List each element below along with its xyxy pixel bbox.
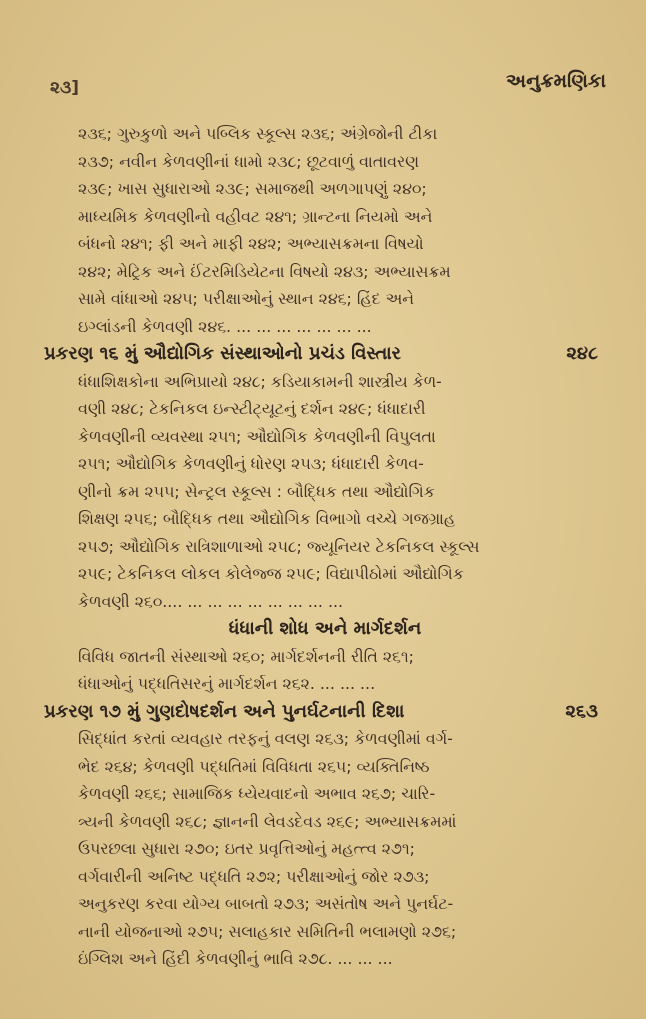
chapter-page-number: ૨૬૩	[565, 700, 598, 722]
line-text: કેળવણીની વ્યવસ્થા ૨૫૧; ઔદ્યોગિક કેળવણીની વિપુલતા	[78, 426, 436, 446]
line-text: ૨૩૯; ખાસ સુધારાઓ ૨૩૯; સમાજથી અળગાપણું ૨૪૦;	[78, 179, 427, 198]
line-text: ઇગ્લાંડની કેળવણી ૨૪૬. ... ... ... ... ... ... ...	[78, 316, 372, 336]
line-text: ત્ર્યની કેળવણી ૨૬૮; જ્ઞાનની લેવડદેવડ ૨૬૯; અભ્યાસક્રમમાં	[78, 811, 457, 831]
line-text: કેળવણી ૨૬૦.... ... ... ... ... ... ... ... ...	[78, 591, 344, 611]
toc-line	[44, 780, 606, 808]
toc-line	[44, 643, 606, 671]
chapter-heading	[44, 698, 606, 726]
toc-line	[44, 863, 606, 891]
line-text: વણી ૨૪૮; ટેકનિકલ ઇન્સ્ટીટ્યૂટનું દર્શન ૨૪૯; ધંધાદારી	[78, 399, 426, 418]
section-subheading	[44, 615, 606, 643]
running-title: અનુક્રમણિકા	[506, 70, 606, 92]
toc-line	[44, 148, 606, 176]
line-text: ૨૩૭; નવીન કેળવણીનાં ધામો ૨૩૮; છૂટવાળું વાતાવરણ	[78, 151, 419, 171]
toc-line	[44, 533, 606, 561]
page-number: ૨૩]	[50, 78, 80, 98]
line-text: નાની યોજનાઓ ૨૭૫; સલાહકાર સમિતિની ભલામણો ૨૭૬;	[78, 921, 457, 941]
line-text: ઉપરછલા સુધારા ૨૭૦; ઇતર પ્રવૃત્તિઓનું મહત્ત્વ ૨૭૧;	[78, 839, 415, 858]
toc-line	[44, 395, 606, 423]
line-text: વર્ગવારીની અનિષ્ટ પદ્ધતિ ૨૭૨; પરીક્ષાઓનું જોર ૨૭૩;	[78, 866, 430, 886]
table-of-contents	[44, 120, 606, 973]
toc-line	[44, 588, 606, 616]
toc-line	[44, 258, 606, 286]
toc-line	[44, 753, 606, 781]
line-text: અનુકરણ કરવા યોગ્ય બાબતો ૨૭૩; અસંતોષ અને પુનર્ઘટ-	[78, 894, 454, 913]
toc-line	[44, 918, 606, 946]
toc-line	[44, 505, 606, 533]
toc-line	[44, 450, 606, 478]
line-text: માધ્યમિક કેળવણીનો વહીવટ ૨૪૧; ગ્રાન્ટના નિયમો અને	[78, 206, 433, 226]
line-text: ધંધાની શોધ અને માર્ગદર્શન	[228, 618, 422, 639]
line-text: બંધનો ૨૪૧; ફી અને માફી ૨૪૨; અભ્યાસક્રમના વિષયો	[78, 234, 424, 253]
toc-line	[44, 423, 606, 451]
line-text: ઇંગ્લિશ અને હિંદી કેળવણીનું ભાવિ ૨૭૮. ... ... ...	[78, 949, 393, 968]
toc-line	[44, 120, 606, 148]
line-text: ૨૫૧; ઔદ્યોગિક કેળવણીનું ધોરણ ૨૫૩; ધંધાદારી કેળવ-	[78, 454, 424, 473]
chapter-page-number: ૨૪૮	[566, 343, 598, 364]
line-text: સામે વાંધાઓ ૨૪૫; પરીક્ષાઓનું સ્થાન ૨૪૬; હિંદ અને	[78, 289, 414, 308]
line-text: ૨૩૬; ગુરુકુળો અને પબ્લિક સ્કૂલ્સ ૨૩૬; અંગ્રેજોની ટીકા	[78, 124, 438, 143]
toc-line	[44, 725, 606, 753]
line-text: ૨૫૭; ઔદ્યોગિક રાત્રિશાળાઓ ૨૫૮; જ્યૂનિયર ટેકનિકલ સ્કૂલ્સ	[78, 536, 480, 556]
line-text: ૨૫૯; ટેકનિકલ લોકલ કોલેજ્જ ૨૫૯; વિદ્યાપીઠોમાં ઔદ્યોગિક	[78, 564, 464, 583]
toc-line	[44, 203, 606, 231]
toc-line	[44, 175, 606, 203]
line-text: ૨૪૨; મેટ્રિક અને ઈંટરમિડિયેટના વિષયો ૨૪૩; અભ્યાસક્રમ	[78, 261, 451, 281]
toc-line	[44, 285, 606, 313]
toc-line	[44, 808, 606, 836]
line-text: ભેદ ૨૬૪; કેળવણી પદ્ધતિમાં વિવિધતા ૨૬૫; વ્યક્તિનિષ્ઠ	[78, 756, 430, 776]
toc-line	[44, 230, 606, 258]
line-text: કેળવણી ૨૬૬; સામાજિક ધ્યેયવાદનો અભાવ ૨૬૭; ચારિ-	[78, 784, 436, 803]
line-text: સિદ્ધાંત કરતાં વ્યવહાર તરફનું વલણ ૨૬૩; કેળવણીમાં વર્ગ-	[78, 729, 453, 748]
toc-line	[44, 945, 606, 973]
line-text: વિવિધ જાતની સંસ્થાઓ ૨૬૦; માર્ગદર્શનની રીતિ ૨૬૧;	[78, 646, 414, 666]
line-text: ધંધાઓનું પદ્ધતિસરનું માર્ગદર્શન ૨૬૨. ... ... ...	[78, 674, 376, 693]
toc-line	[44, 560, 606, 588]
toc-line	[44, 890, 606, 918]
toc-line	[44, 313, 606, 341]
chapter-heading	[44, 340, 606, 368]
toc-line	[44, 478, 606, 506]
toc-line	[44, 368, 606, 396]
line-text: ધંધાશિક્ષકોના અભિપ્રાયો ૨૪૮; કડિયાકામની શાસ્ત્રીય કેળ-	[78, 371, 442, 391]
toc-line	[44, 670, 606, 698]
line-text: પ્રકરણ ૧૬ મું ઔદ્યોગિક સંસ્થાઓનો પ્રચંડ વિસ્તાર	[44, 343, 401, 364]
line-text: ણીનો ક્રમ ૨૫૫; સેન્ટ્રલ સ્કૂલ્સ : બૌદ્ધિક તથા ઔદ્યોગિક	[78, 481, 435, 501]
toc-line	[44, 835, 606, 863]
line-text: પ્રકરણ ૧૭ મું ગુણદોષદર્શન અને પુનર્ઘટનાની દિશા	[44, 700, 405, 722]
line-text: શિક્ષણ ૨૫૬; બૌદ્ધિક તથા ઔદ્યોગિક વિભાગો વચ્ચે ગજગ્રાહ	[78, 509, 456, 528]
